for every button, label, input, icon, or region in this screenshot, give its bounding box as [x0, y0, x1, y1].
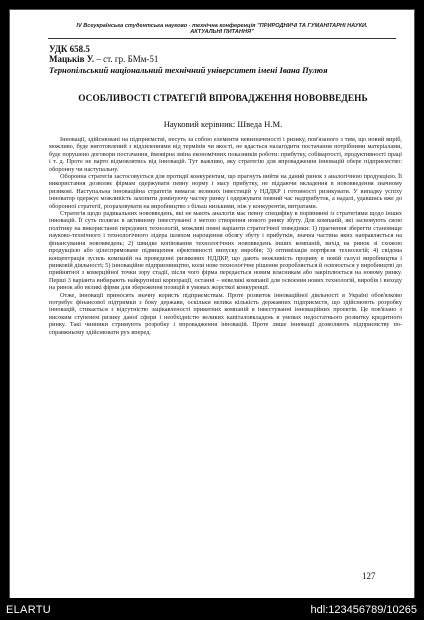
paper-title: ОСОБЛИВОСТІ СТРАТЕГІЙ ВПРОВАДЖЕННЯ НОВОВВЕДЕНЬ [78, 94, 368, 104]
author-name: Мацьків У. [49, 54, 95, 64]
body-paragraph: Стратегія щодо радикальних нововведень, які не мають аналогів має певну специфіку в порівнянні із стратегіями щодо інших інновацій. Її суть полягає в активному інвестуванні з метою створення нового ринку збуту. Для компаній, які засновують свою політику на використанні передових технологій, можливі певні варіанти стратегічної поведінки: 1) прагнення зберегти становище науково-технічного і технологічного лідера шляхом нарощення обсягу збуту і прибутків, значна частина яких направляється на фінансування нововведень; 2) швидке копіювання технологічних нововведень інших компаній, вихід на ринок зі схожою продукцією або цілеспрямоване підвищення ефективності випуску виробів; 3) оптимізація портфеля технологій; 4) свідома концентрація зусиль компаній на проведенні ризикових НДДКР, що дають можливість прориву в новій галузі виробництва і ринковій діяльності; 5) інноваційне підприємництво, коли нове технологічне рішення розробляється й освоюється у виробництві до прийнятної з комерційної точки зору стадії, після чого фірма передається новим власникам або закріплюється на новому ринку. Перші 3 варіанта вибирають найкрупніші корпорації, останні – невеликі компанії для освоєння нових технологій, виробів і виходу на ринок або великі фірми для збереження позицій в умовах жорсткої конкуренції. [49, 210, 402, 292]
body-paragraph: Інновації, здійснювані на підприємстві, несуть за собою елементи невизначеності і ризику, пов'язаного з тим, що новий виріб, можливо, буде виготовлений з відхиленнями від термінів чи якості, не вдасться налагодити постачання потрібними матеріалами, буде порушено договори постачання, ймовірна зміна економічних показників роботи: прибутку, собівартості, продуктивності праці і т. д. Проте не варто відмовлятись від інновацій. Тут важливо, яку стратегію для впровадження інновацій обере підприємство: оборонну чи наступальну. [49, 136, 402, 173]
scientific-advisor: Науковий керівник: Шведа Н.М. [163, 119, 283, 129]
author-group: – ст. гр. БМм-51 [94, 54, 159, 64]
paper-body [49, 136, 402, 336]
header-divider [48, 38, 396, 39]
document-page [9, 9, 415, 599]
conference-header-line-2: АКТУАЛЬНІ ПИТАННЯ" [190, 29, 254, 36]
affiliation: Тернопільський національний технічний університет імені Івана Пулюя [49, 65, 328, 75]
handle-identifier: hdl:123456789/10265 [310, 604, 417, 616]
conference-header-line-1: IV Всеукраїнська студентська науково - технічна конференція "ПРИРОДНИЧІ ТА ГУМАНІТАРНІ НАУКИ. [76, 23, 368, 29]
udk-code: УДК 658.5 [49, 44, 90, 54]
repository-name: ELARTU [6, 604, 51, 616]
conference-header [48, 23, 396, 36]
body-paragraph: Отже, інновації приносять значну користь підприємствам. Проте розвиток інноваційної діяльності в Україні обов'язково потребує фінансової підтримки з боку держави, оскільки велика кількість державних підприємств, що здійснюють розробку інновацій, стикається з відсутністю зацікавленості приватних компаній в інвестуванні інноваційних проектів. Це пов'язано з високим ступенем ризику даної сфери і необхідністю великих капіталовкладень в умовах недостатнього розвитку кредитного ринку. Такі чинники стримують розробку і впровадження інновацій. Проте лише інновації дозволяють підприємству по-справжньому здійснювати рух вперед. [49, 291, 402, 336]
page-number: 127 [362, 571, 376, 581]
author-line [49, 54, 158, 64]
body-paragraph: Оборонна стратегія застосовується для протидії конкурентам, що прагнуть вийти на даний ринок з аналогічною продукцією. Її використання дозволяє фірмам одержувати певну норму і масу прибутку, не піддаючи вкладення в нововведення значному ризикові. Наступальна інноваційна стратегія вимагає великих інвестицій у НДДКР і готовності ризикувати. У випадку успіху інноватор одержує можливість захопити домінуючу частку ринку і одержувати певний час надприбуток, а надалі, удавшись вже до оборонної стратегії, розраховувати на виробництво з більш низькими, ніж у конкурентів, витратами. [49, 173, 402, 210]
